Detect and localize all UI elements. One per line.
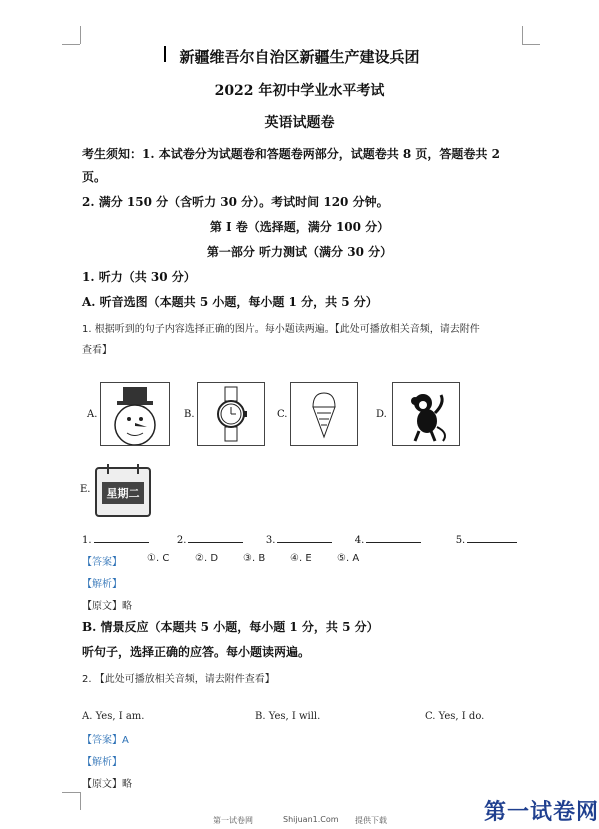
blank-2[interactable]: 2. xyxy=(177,535,244,546)
analysis-label-1: 【解析】 xyxy=(82,579,122,590)
answer-2: ②. D xyxy=(195,553,219,564)
answer-blanks-row xyxy=(82,532,517,546)
blank-4[interactable]: 4. xyxy=(355,535,422,546)
blank-1[interactable]: 1. xyxy=(82,535,149,546)
watch-icon xyxy=(198,383,264,445)
crop-mark-top-right-v xyxy=(522,26,523,44)
footer-site-name: 第一试卷网 xyxy=(213,816,253,825)
original-text-2: 【原文】略 xyxy=(82,779,132,790)
q2-option-a[interactable]: A. Yes, I am. xyxy=(82,711,145,722)
exam-subject-title: 英语试题卷 xyxy=(264,115,335,131)
listening-heading: 1. 听力（共 30 分） xyxy=(82,270,196,284)
crop-mark-bottom-left-v xyxy=(80,792,81,810)
section-a-heading: A. 听音选图（本题共 5 小题，每小题 1 分，共 5 分） xyxy=(82,295,378,309)
crop-mark-top-left-v xyxy=(80,26,81,44)
crop-mark-bottom-left xyxy=(62,792,80,793)
answer-label-1: 【答案】 xyxy=(82,557,122,568)
q2-option-b[interactable]: B. Yes, I will. xyxy=(255,711,321,722)
option-a-picture[interactable] xyxy=(100,382,170,446)
answer-4: ④. E xyxy=(290,553,312,564)
option-e-label: E. xyxy=(80,484,91,495)
calendar-day-text: 星期二 xyxy=(106,487,140,500)
answer-1: ①. C xyxy=(147,553,170,564)
answer-label-2: 【答案】A xyxy=(82,735,129,746)
q2-option-c[interactable]: C. Yes, I do. xyxy=(425,711,485,722)
answer-5: ⑤. A xyxy=(337,553,360,564)
option-c-label: C. xyxy=(277,409,288,420)
crop-mark-top-left xyxy=(62,44,80,45)
notice-line-1: 考生须知：1. 本试卷分为试题卷和答题卷两部分，试题卷共 8 页，答题卷共 2 xyxy=(82,147,500,161)
q1-instruction-line-2: 查看】 xyxy=(82,345,112,356)
blank-3[interactable]: 3. xyxy=(266,535,333,546)
footer-download-text: 提供下载 xyxy=(355,816,387,825)
ice-cream-icon xyxy=(291,383,357,445)
original-text-1: 【原文】略 xyxy=(82,601,132,612)
exam-year-title: 2022 年初中学业水平考试 xyxy=(214,83,385,99)
option-d-label: D. xyxy=(376,409,387,420)
footer-site-url[interactable]: Shijuan1.Com xyxy=(283,815,339,824)
option-b-picture[interactable] xyxy=(197,382,265,446)
snowman-icon xyxy=(101,383,169,445)
answer-3: ③. B xyxy=(243,553,266,564)
option-a-label: A. xyxy=(87,409,98,420)
option-d-picture[interactable] xyxy=(392,382,460,446)
monkey-icon xyxy=(393,383,459,445)
exam-region-title: 新疆维吾尔自治区新疆生产建设兵团 xyxy=(179,48,420,66)
option-b-label: B. xyxy=(184,409,195,420)
part-1-heading: 第一部分 听力测试（满分 30 分） xyxy=(206,245,393,259)
analysis-label-2: 【解析】 xyxy=(82,757,122,768)
crop-mark-top-right xyxy=(522,44,540,45)
option-c-picture[interactable] xyxy=(290,382,358,446)
option-e-picture[interactable] xyxy=(92,460,154,520)
notice-line-3: 2. 满分 150 分（含听力 30 分）。考试时间 120 分钟。 xyxy=(82,195,389,209)
section-b-heading: B. 情景反应（本题共 5 小题，每小题 1 分，共 5 分） xyxy=(82,620,379,634)
notice-line-2: 页。 xyxy=(82,170,107,184)
volume-1-heading: 第 I 卷（选择题，满分 100 分） xyxy=(209,220,390,234)
blank-5[interactable]: 5. xyxy=(456,535,518,546)
q2-prompt: 2. 【此处可播放相关音频，请去附件查看】 xyxy=(82,674,275,685)
q1-instruction-line-1: 1. 根据听到的句子内容选择正确的图片。每小题读两遍。【此处可播放相关音频，请去附件 xyxy=(82,324,480,335)
site-logo: 第一试卷网 xyxy=(484,800,599,825)
section-b-instruction: 听句子，选择正确的应答。每小题读两遍。 xyxy=(82,645,311,659)
